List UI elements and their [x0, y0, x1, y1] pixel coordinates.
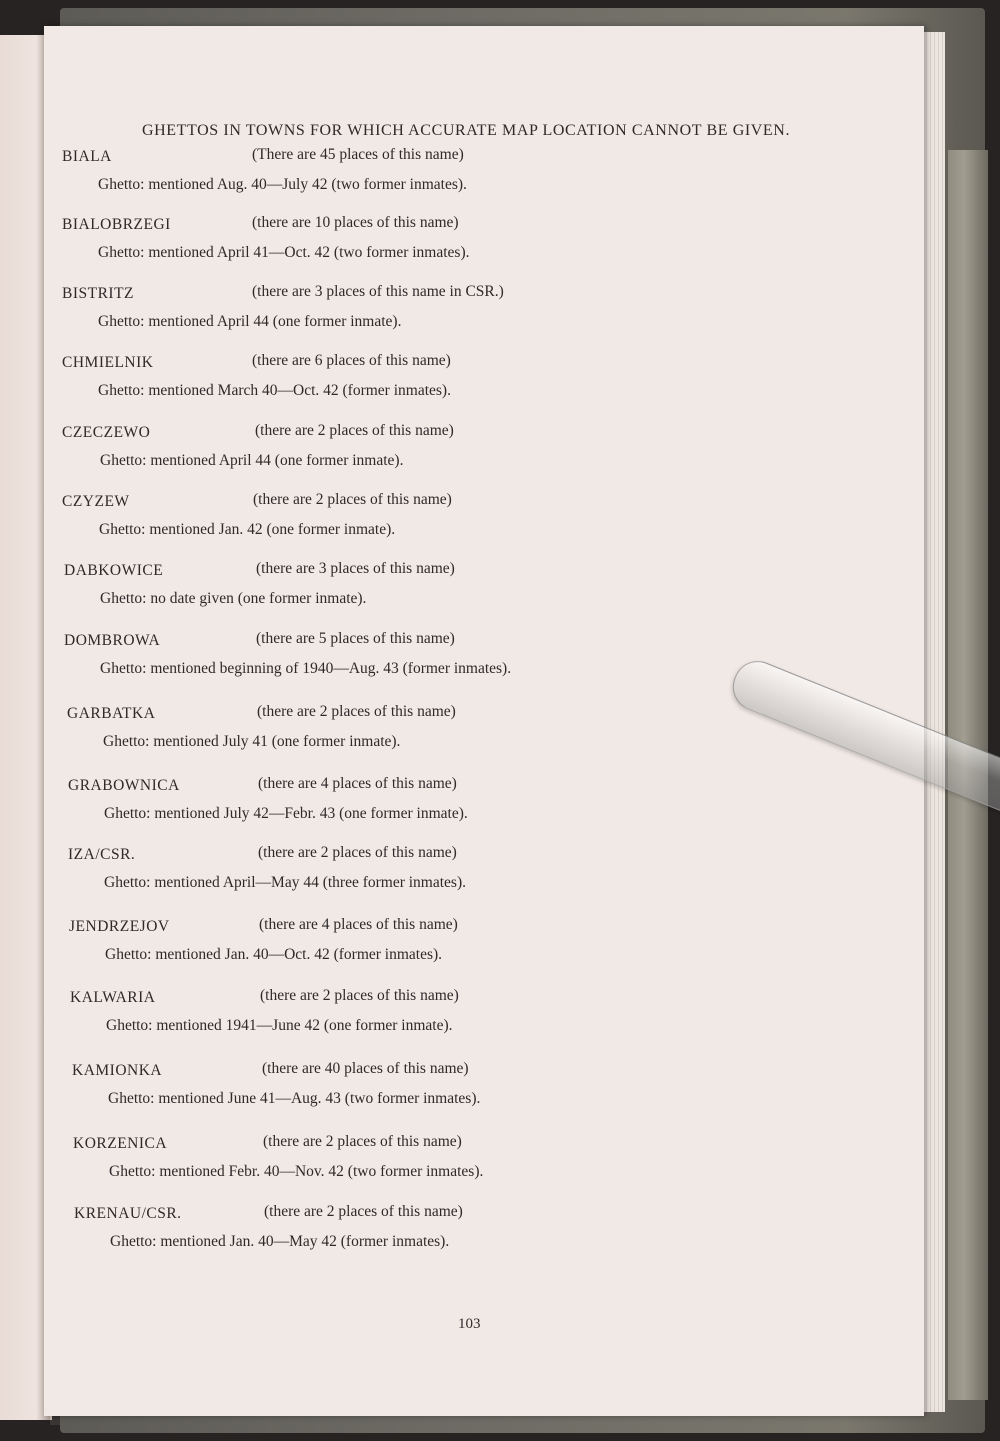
- entry-chmielnik: [62, 354, 922, 414]
- entry-ghetto-detail: Ghetto: mentioned April 41—Oct. 42 (two former inmates).: [98, 244, 470, 261]
- entry-town-name: KAMIONKA: [72, 1062, 163, 1079]
- entry-town-name: CZECZEWO: [62, 424, 151, 441]
- entry-korzenica: [73, 1135, 933, 1195]
- entry-place-count: (there are 5 places of this name): [256, 630, 455, 647]
- entry-town-name: GRABOWNICA: [68, 777, 180, 794]
- entry-town-name: KALWARIA: [70, 989, 156, 1006]
- entry-iza-csr: [68, 846, 928, 906]
- entry-town-name: KORZENICA: [73, 1135, 168, 1152]
- entry-biala: [62, 148, 922, 208]
- entry-ghetto-detail: Ghetto: mentioned Jan. 42 (one former inmate).: [99, 521, 396, 538]
- entry-town-name: DABKOWICE: [64, 562, 164, 579]
- entry-bistritz: [62, 285, 922, 345]
- entry-kamionka: [72, 1062, 932, 1122]
- entry-place-count: (there are 2 places of this name): [263, 1133, 462, 1150]
- entry-town-name: BIALA: [62, 148, 112, 165]
- entry-ghetto-detail: Ghetto: mentioned April 44 (one former inmate).: [98, 313, 402, 330]
- entry-krenau-csr: [74, 1205, 934, 1265]
- entry-place-count: (there are 2 places of this name): [257, 703, 456, 720]
- entry-town-name: CZYZEW: [62, 493, 130, 510]
- entry-place-count: (there are 40 places of this name): [262, 1060, 469, 1077]
- entry-town-name: BIALOBRZEGI: [62, 216, 171, 233]
- entry-ghetto-detail: Ghetto: mentioned June 41—Aug. 43 (two former inmates).: [108, 1090, 481, 1107]
- entry-grabownica: [68, 777, 928, 837]
- entry-town-name: IZA/CSR.: [68, 846, 136, 863]
- entry-town-name: KRENAU/CSR.: [74, 1205, 182, 1222]
- entry-ghetto-detail: Ghetto: mentioned March 40—Oct. 42 (former inmates).: [98, 382, 451, 399]
- entry-czyzew: [62, 493, 922, 553]
- entry-place-count: (there are 3 places of this name in CSR.): [252, 283, 504, 300]
- entry-czeczewo: [62, 424, 922, 484]
- entry-ghetto-detail: Ghetto: no date given (one former inmate).: [100, 590, 367, 607]
- entry-ghetto-detail: Ghetto: mentioned July 41 (one former inmate).: [103, 733, 401, 750]
- entry-ghetto-detail: Ghetto: mentioned Jan. 40—May 42 (former inmates).: [110, 1233, 450, 1250]
- entry-ghetto-detail: Ghetto: mentioned April—May 44 (three former inmates).: [104, 874, 467, 891]
- entry-town-name: DOMBROWA: [64, 632, 161, 649]
- entry-town-name: BISTRITZ: [62, 285, 135, 302]
- entry-place-count: (there are 4 places of this name): [258, 775, 457, 792]
- entry-ghetto-detail: Ghetto: mentioned July 42—Febr. 43 (one former inmate).: [104, 805, 468, 822]
- entry-town-name: CHMIELNIK: [62, 354, 154, 371]
- entry-place-count: (there are 2 places of this name): [253, 491, 452, 508]
- entry-town-name: JENDRZEJOV: [69, 918, 170, 935]
- entry-bialobrzegi: [62, 216, 922, 276]
- page-number: 103: [458, 1316, 481, 1332]
- entry-ghetto-detail: Ghetto: mentioned beginning of 1940—Aug. 43 (former inmates).: [100, 660, 512, 677]
- entry-ghetto-detail: Ghetto: mentioned April 44 (one former inmate).: [100, 452, 404, 469]
- entry-place-count: (there are 6 places of this name): [252, 352, 451, 369]
- entry-ghetto-detail: Ghetto: mentioned Jan. 40—Oct. 42 (former inmates).: [105, 946, 443, 963]
- entry-town-name: GARBATKA: [67, 705, 156, 722]
- entry-ghetto-detail: Ghetto: mentioned Febr. 40—Nov. 42 (two former inmates).: [109, 1163, 484, 1180]
- entry-place-count: (there are 2 places of this name): [264, 1203, 463, 1220]
- entry-place-count: (there are 2 places of this name): [255, 422, 454, 439]
- entry-dabkowice: [64, 562, 924, 622]
- entry-ghetto-detail: Ghetto: mentioned 1941—June 42 (one former inmate).: [106, 1017, 453, 1034]
- entry-place-count: (There are 45 places of this name): [252, 146, 464, 163]
- entry-place-count: (there are 4 places of this name): [259, 916, 458, 933]
- page-title: GHETTOS IN TOWNS FOR WHICH ACCURATE MAP LOCATION CANNOT BE GIVEN.: [142, 122, 791, 139]
- entry-place-count: (there are 10 places of this name): [252, 214, 459, 231]
- entry-kalwaria: [70, 989, 930, 1049]
- entry-place-count: (there are 3 places of this name): [256, 560, 455, 577]
- entry-ghetto-detail: Ghetto: mentioned Aug. 40—July 42 (two former inmates).: [98, 176, 467, 193]
- entry-place-count: (there are 2 places of this name): [260, 987, 459, 1004]
- entry-jendrzejov: [69, 918, 929, 978]
- entry-place-count: (there are 2 places of this name): [258, 844, 457, 861]
